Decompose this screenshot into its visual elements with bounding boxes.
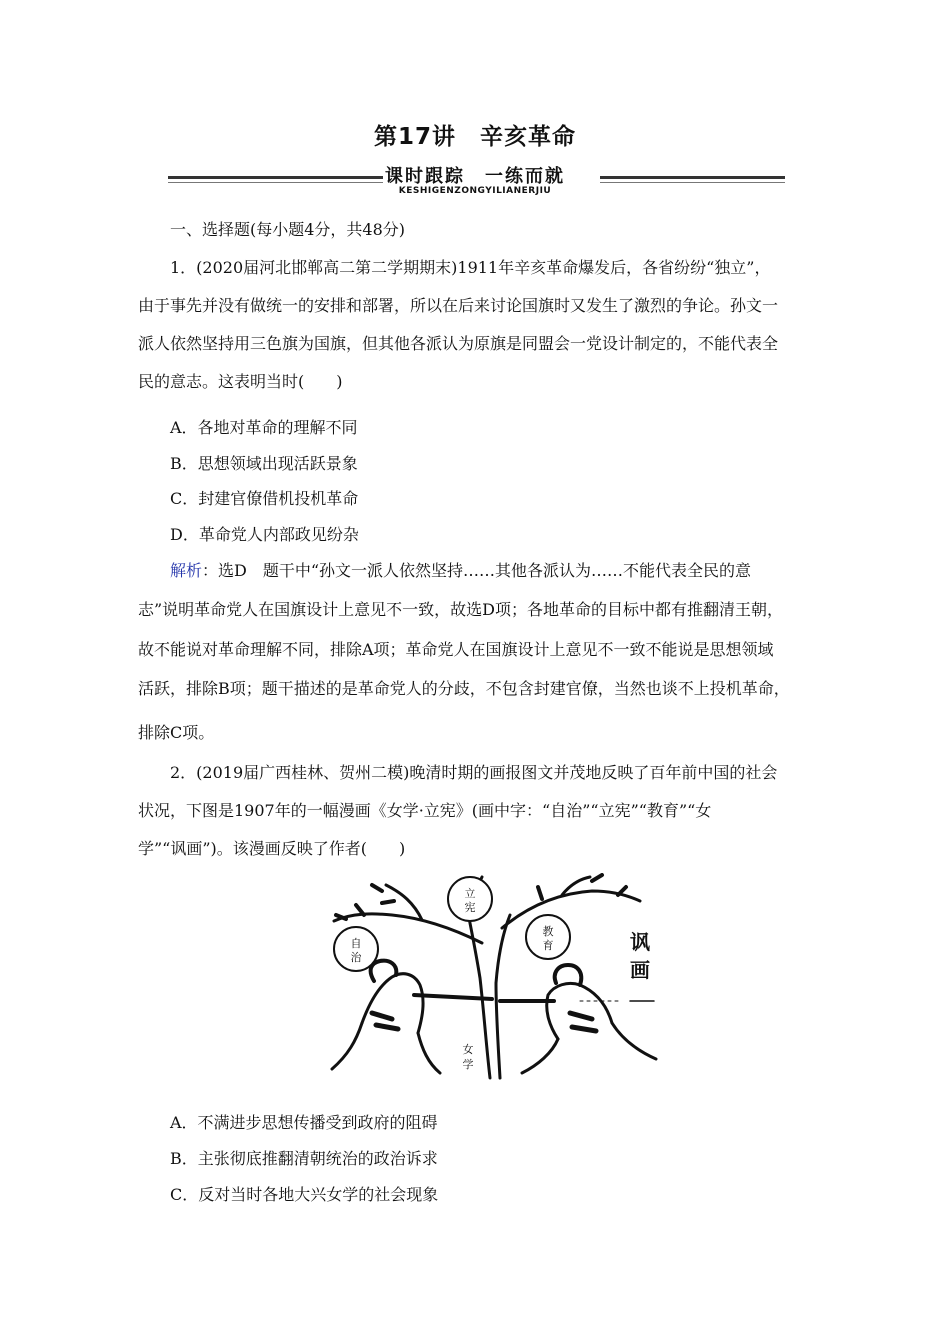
label-jiaoyu-2: 育: [542, 939, 554, 952]
q1-line-3: 派人依然坚持用三色旗为国旗，但其他各派认为原旗是同盟会一党设计制定的，不能代表全: [138, 334, 779, 353]
q1-option-d: D．革命党人内部政见纷杂: [170, 525, 359, 544]
label-fenghua-2: 画: [630, 958, 650, 982]
q1-option-a: A．各地对革命的理解不同: [170, 418, 358, 437]
q2-line-2: 状况，下图是1907年的一幅漫画《女学·立宪》(画中字：“自治”“立宪”“教育”“女: [138, 801, 712, 820]
tree-trunk-right: [496, 915, 510, 1078]
q1-option-c: C．封建官僚借机投机革命: [170, 489, 359, 508]
q2-option-c: C．反对当时各地大兴女学的社会现象: [170, 1185, 439, 1204]
q1-analysis-line-2: 志”说明革命党人在国旗设计上意见不一致，故选D项；各地革命的目标中都有推翻清王朝，: [138, 600, 784, 619]
left-figure-body: [362, 974, 423, 1033]
analysis-label: 解析: [170, 561, 203, 580]
label-nvxue-1: 女: [462, 1043, 474, 1056]
cartoon-illustration: [322, 873, 662, 1085]
label-zizhi-1: 自: [350, 937, 362, 950]
q1-analysis-line-5: 排除C项。: [138, 723, 215, 742]
q1-line-4: 民的意志。这表明当时( ): [138, 372, 343, 391]
q1-analysis-line-4: 活跃，排除B项；题干描述的是革命党人的分歧，不包含封建官僚，当然也谈不上投机革命，: [138, 679, 790, 698]
label-zizhi-2: 治: [350, 951, 362, 964]
label-jiaoyu-1: 教: [542, 925, 554, 938]
q1-option-b: B．思想领域出现活跃景象: [170, 454, 358, 473]
q2-option-a: A．不满进步思想传播受到政府的阻碍: [170, 1113, 438, 1132]
left-figure-legs: [332, 1023, 440, 1073]
right-figure-head: [555, 965, 582, 985]
label-lixian-2: 宪: [464, 901, 476, 914]
q1-analysis-text-1: ：选D 题干中“孙文一派人依然坚持……其他各派认为……不能代表全民的意: [202, 561, 752, 580]
q2-line-1: 2．(2019届广西桂林、贺州二模)晚清时期的画报图文并茂地反映了百年前中国的社会: [170, 763, 778, 782]
label-fenghua-1: 讽: [630, 930, 650, 954]
q2-line-3: 学”“讽画”)。该漫画反映了作者( ): [138, 839, 406, 858]
q1-analysis-line-3: 故不能说对革命理解不同，排除A项；革命党人在国旗设计上意见不一致不能说是思想领域: [138, 640, 774, 659]
banner-sub: KESHIGENZONGYILIANERJIU: [398, 186, 552, 196]
q1-line-2: 由于事先并没有做统一的安排和部署，所以在后来讨论国旗时又发生了激烈的争论。孙文一: [138, 296, 779, 315]
page-title: 第17讲 辛亥革命: [373, 124, 576, 150]
q1-line-1: 1．(2020届河北邯郸高二第二学期期末)1911年辛亥革命爆发后，各省纷纷“独立”，: [170, 258, 771, 277]
section-heading: 一、选择题(每小题4分，共48分): [170, 220, 406, 239]
left-rope: [414, 995, 492, 999]
label-nvxue-2: 学: [462, 1058, 474, 1071]
q2-option-b: B．主张彻底推翻清朝统治的政治诉求: [170, 1149, 438, 1168]
banner-main: 课时跟踪 一练而就: [385, 166, 565, 187]
q1-analysis-line-1: [170, 561, 751, 581]
branch-right: [502, 891, 640, 928]
label-lixian-1: 立: [464, 887, 476, 900]
